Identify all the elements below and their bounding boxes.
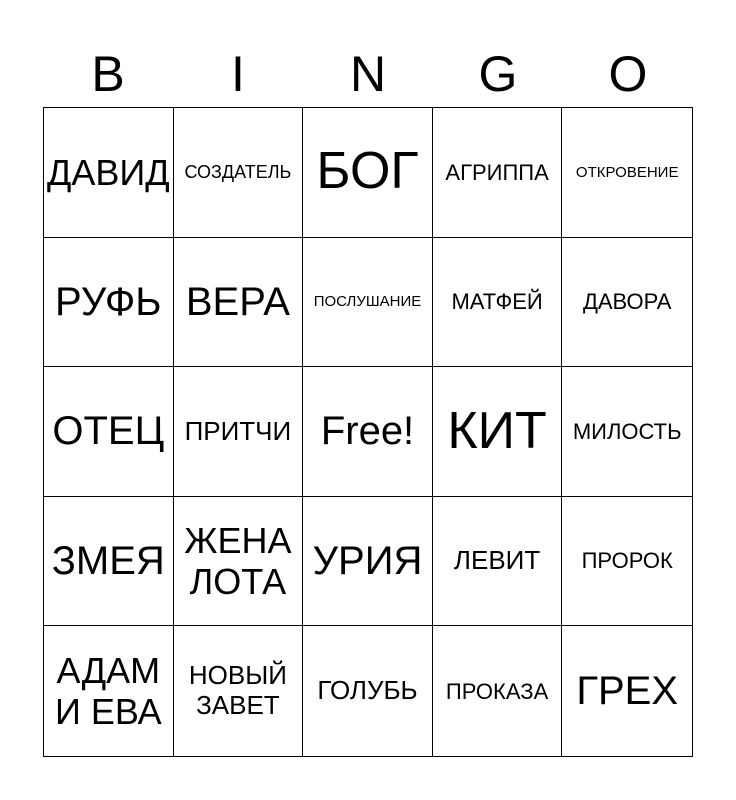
bingo-cell[interactable]: МИЛОСТЬ (562, 367, 692, 497)
bingo-cell[interactable]: АДАМ И ЕВА (44, 626, 174, 756)
bingo-cell[interactable]: ОТКРОВЕНИЕ (562, 108, 692, 238)
bingo-cell[interactable]: АГРИППА (433, 108, 563, 238)
bingo-header (43, 42, 693, 106)
header-letter-o: O (608, 46, 648, 102)
bingo-cell[interactable]: УРИЯ (303, 497, 433, 627)
bingo-cell[interactable]: ДАВОРА (562, 238, 692, 368)
bingo-cell[interactable]: ВЕРА (174, 238, 304, 368)
bingo-cell[interactable]: МАТФЕЙ (433, 238, 563, 368)
bingo-cell[interactable]: ПРОРОК (562, 497, 692, 627)
bingo-cell[interactable]: ЗМЕЯ (44, 497, 174, 627)
bingo-cell[interactable]: ДАВИД (44, 108, 174, 238)
bingo-cell[interactable]: ГОЛУБЬ (303, 626, 433, 756)
bingo-cell[interactable]: ЖЕНА ЛОТА (174, 497, 304, 627)
bingo-cell[interactable]: РУФЬ (44, 238, 174, 368)
header-letter-n: N (349, 46, 387, 102)
bingo-cell[interactable]: ГРЕХ (576, 669, 679, 714)
bingo-cell[interactable]: ОТЕЦ (44, 367, 174, 497)
bingo-board (43, 107, 693, 757)
bingo-cell[interactable]: НОВЫЙ ЗАВЕТ (174, 626, 304, 756)
header-letter-g: G (478, 46, 518, 102)
bingo-cell[interactable]: ПРОКАЗА (433, 626, 563, 756)
header-letter-i: I (231, 46, 245, 102)
bingo-cell[interactable]: ЛЕВИТ (433, 497, 563, 627)
bingo-cell[interactable]: КИТ (433, 367, 563, 497)
bingo-cell[interactable]: ПРИТЧИ (174, 367, 304, 497)
bingo-cell[interactable]: ПОСЛУШАНИЕ (303, 238, 433, 368)
bingo-cell[interactable]: СОЗДАТЕЛЬ (174, 108, 304, 238)
bingo-cell[interactable]: БОГ (303, 108, 433, 238)
header-letter-b: B (91, 46, 125, 102)
free-space-cell[interactable]: Free! (303, 367, 433, 497)
